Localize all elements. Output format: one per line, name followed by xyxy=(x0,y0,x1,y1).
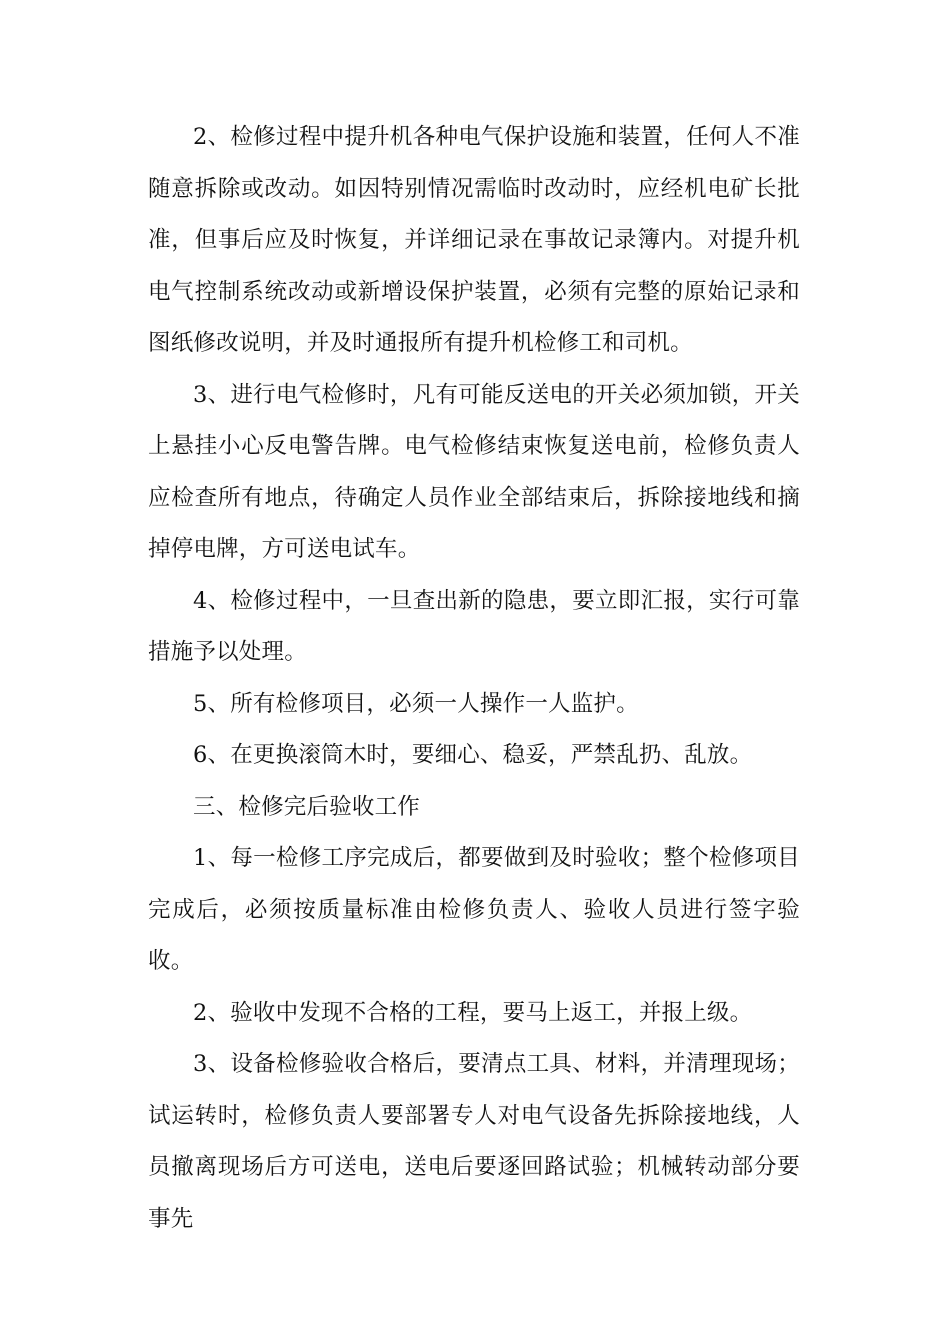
paragraph-acceptance-2: 2、验收中发现不合格的工程，要马上返工，并报上级。 xyxy=(193,999,753,1026)
paragraph-item-3-electrical-maintenance: 3、进行电气检修时，凡有可能反送电的开关必须加锁，开关上悬挂小心反电警告牌。电气检修结束恢复送电前，检修负责人应检查所有地点，待确定人员作业全部结束后，拆除接地线和摘掉停电牌，方可送电试车。 xyxy=(148,381,800,562)
paragraph-item-2-electrical-protection: 2、检修过程中提升机各种电气保护设施和装置，任何人不准随意拆除或改动。如因特别情况需临时改动时，应经机电矿长批准，但事后应及时恢复，并详细记录在事故记录簿内。对提升机电气控制系统改动或新增设保护装置，必须有完整的原始记录和图纸修改说明，并及时通报所有提升机检修工和司机。 xyxy=(148,124,800,356)
paragraph-item-6-drum-wood: 6、在更换滚筒木时，要细心、稳妥，严禁乱扔、乱放。 xyxy=(193,742,753,768)
paragraph-acceptance-3: 3、设备检修验收合格后，要清点工具、材料，并清理现场；试运转时，检修负责人要部署专人对电气设备先拆除接地线，人员撤离现场后方可送电，送电后要逐回路试验；机械转动部分要事先 xyxy=(148,1051,800,1232)
section-heading-acceptance: 三、检修完后验收工作 xyxy=(193,793,421,820)
paragraph-item-4-hidden-danger: 4、检修过程中，一旦查出新的隐患，要立即汇报，实行可靠措施予以处理。 xyxy=(148,587,800,665)
paragraph-acceptance-1: 1、每一检修工序完成后，都要做到及时验收；整个检修项目完成后，必须按质量标准由检修负责人、验收人员进行签字验收。 xyxy=(148,845,800,974)
paragraph-item-5-supervision: 5、所有检修项目，必须一人操作一人监护。 xyxy=(193,690,639,717)
